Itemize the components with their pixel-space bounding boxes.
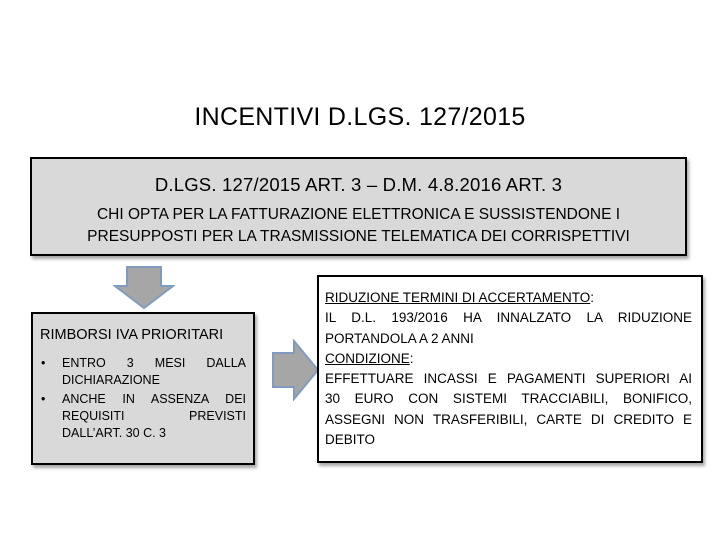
bullet-icon: • [41, 356, 46, 370]
legal-reference-heading: D.LGS. 127/2015 ART. 3 – D.M. 4.8.2016 ART. 3 [154, 174, 563, 195]
condition-heading-line: CONDIZIONE: [325, 350, 414, 366]
priority-refunds-heading: RIMBORSI IVA PRIORITARI [40, 327, 224, 343]
assessment-reduction-box [317, 275, 703, 463]
reduction-heading: RIDUZIONE TERMINI DI ACCERTAMENTO [325, 290, 591, 305]
reduction-heading-line: RIDUZIONE TERMINI DI ACCERTAMENTO: [325, 290, 595, 305]
bullet-icon: • [41, 392, 46, 406]
condition-text-line-4: DEBITO [325, 432, 376, 448]
condition-heading: CONDIZIONE [325, 350, 410, 366]
list-item-text: ANCHE IN ASSENZA DEI REQUISITI PREVISTI DALL’ART. 30 C. 3 [62, 392, 246, 440]
priority-refunds-list [40, 355, 246, 442]
reduction-text-line-2: PORTANDOLA A 2 ANNI [325, 330, 474, 346]
arrow-right-icon [272, 339, 320, 401]
list-item-text: ENTRO 3 MESI DALLA DICHIARAZIONE [62, 356, 246, 387]
description-line-2: PRESUPPOSTI PER LA TRASMISSIONE TELEMATICA DEI CORRISPETTIVI [87, 228, 630, 245]
description-line-1: CHI OPTA PER LA FATTURAZIONE ELETTRONICA E SUSSISTENDONE I [96, 206, 621, 223]
reduction-text-line-1: IL D.L. 193/2016 HA INNALZATO LA RIDUZIONE [325, 310, 692, 326]
priority-refunds-box [31, 312, 255, 465]
condition-text-line-3: ASSEGNI NON TRASFERIBILI, CARTE DI CREDITO E [325, 411, 692, 427]
arrow-down-icon [113, 266, 175, 310]
slide-title: INCENTIVI D.LGS. 127/2015 [194, 103, 526, 131]
condition-text-line-2: 30 EURO CON SISTEMI TRACCIABILI, BONIFICO, [325, 391, 692, 407]
condition-text-line-1: EFFETTUARE INCASSI E PAGAMENTI SUPERIORI AI [325, 371, 692, 387]
list-item [40, 391, 246, 442]
legal-reference-box [30, 157, 687, 256]
list-item [40, 355, 246, 389]
legal-reference-description [32, 204, 685, 248]
